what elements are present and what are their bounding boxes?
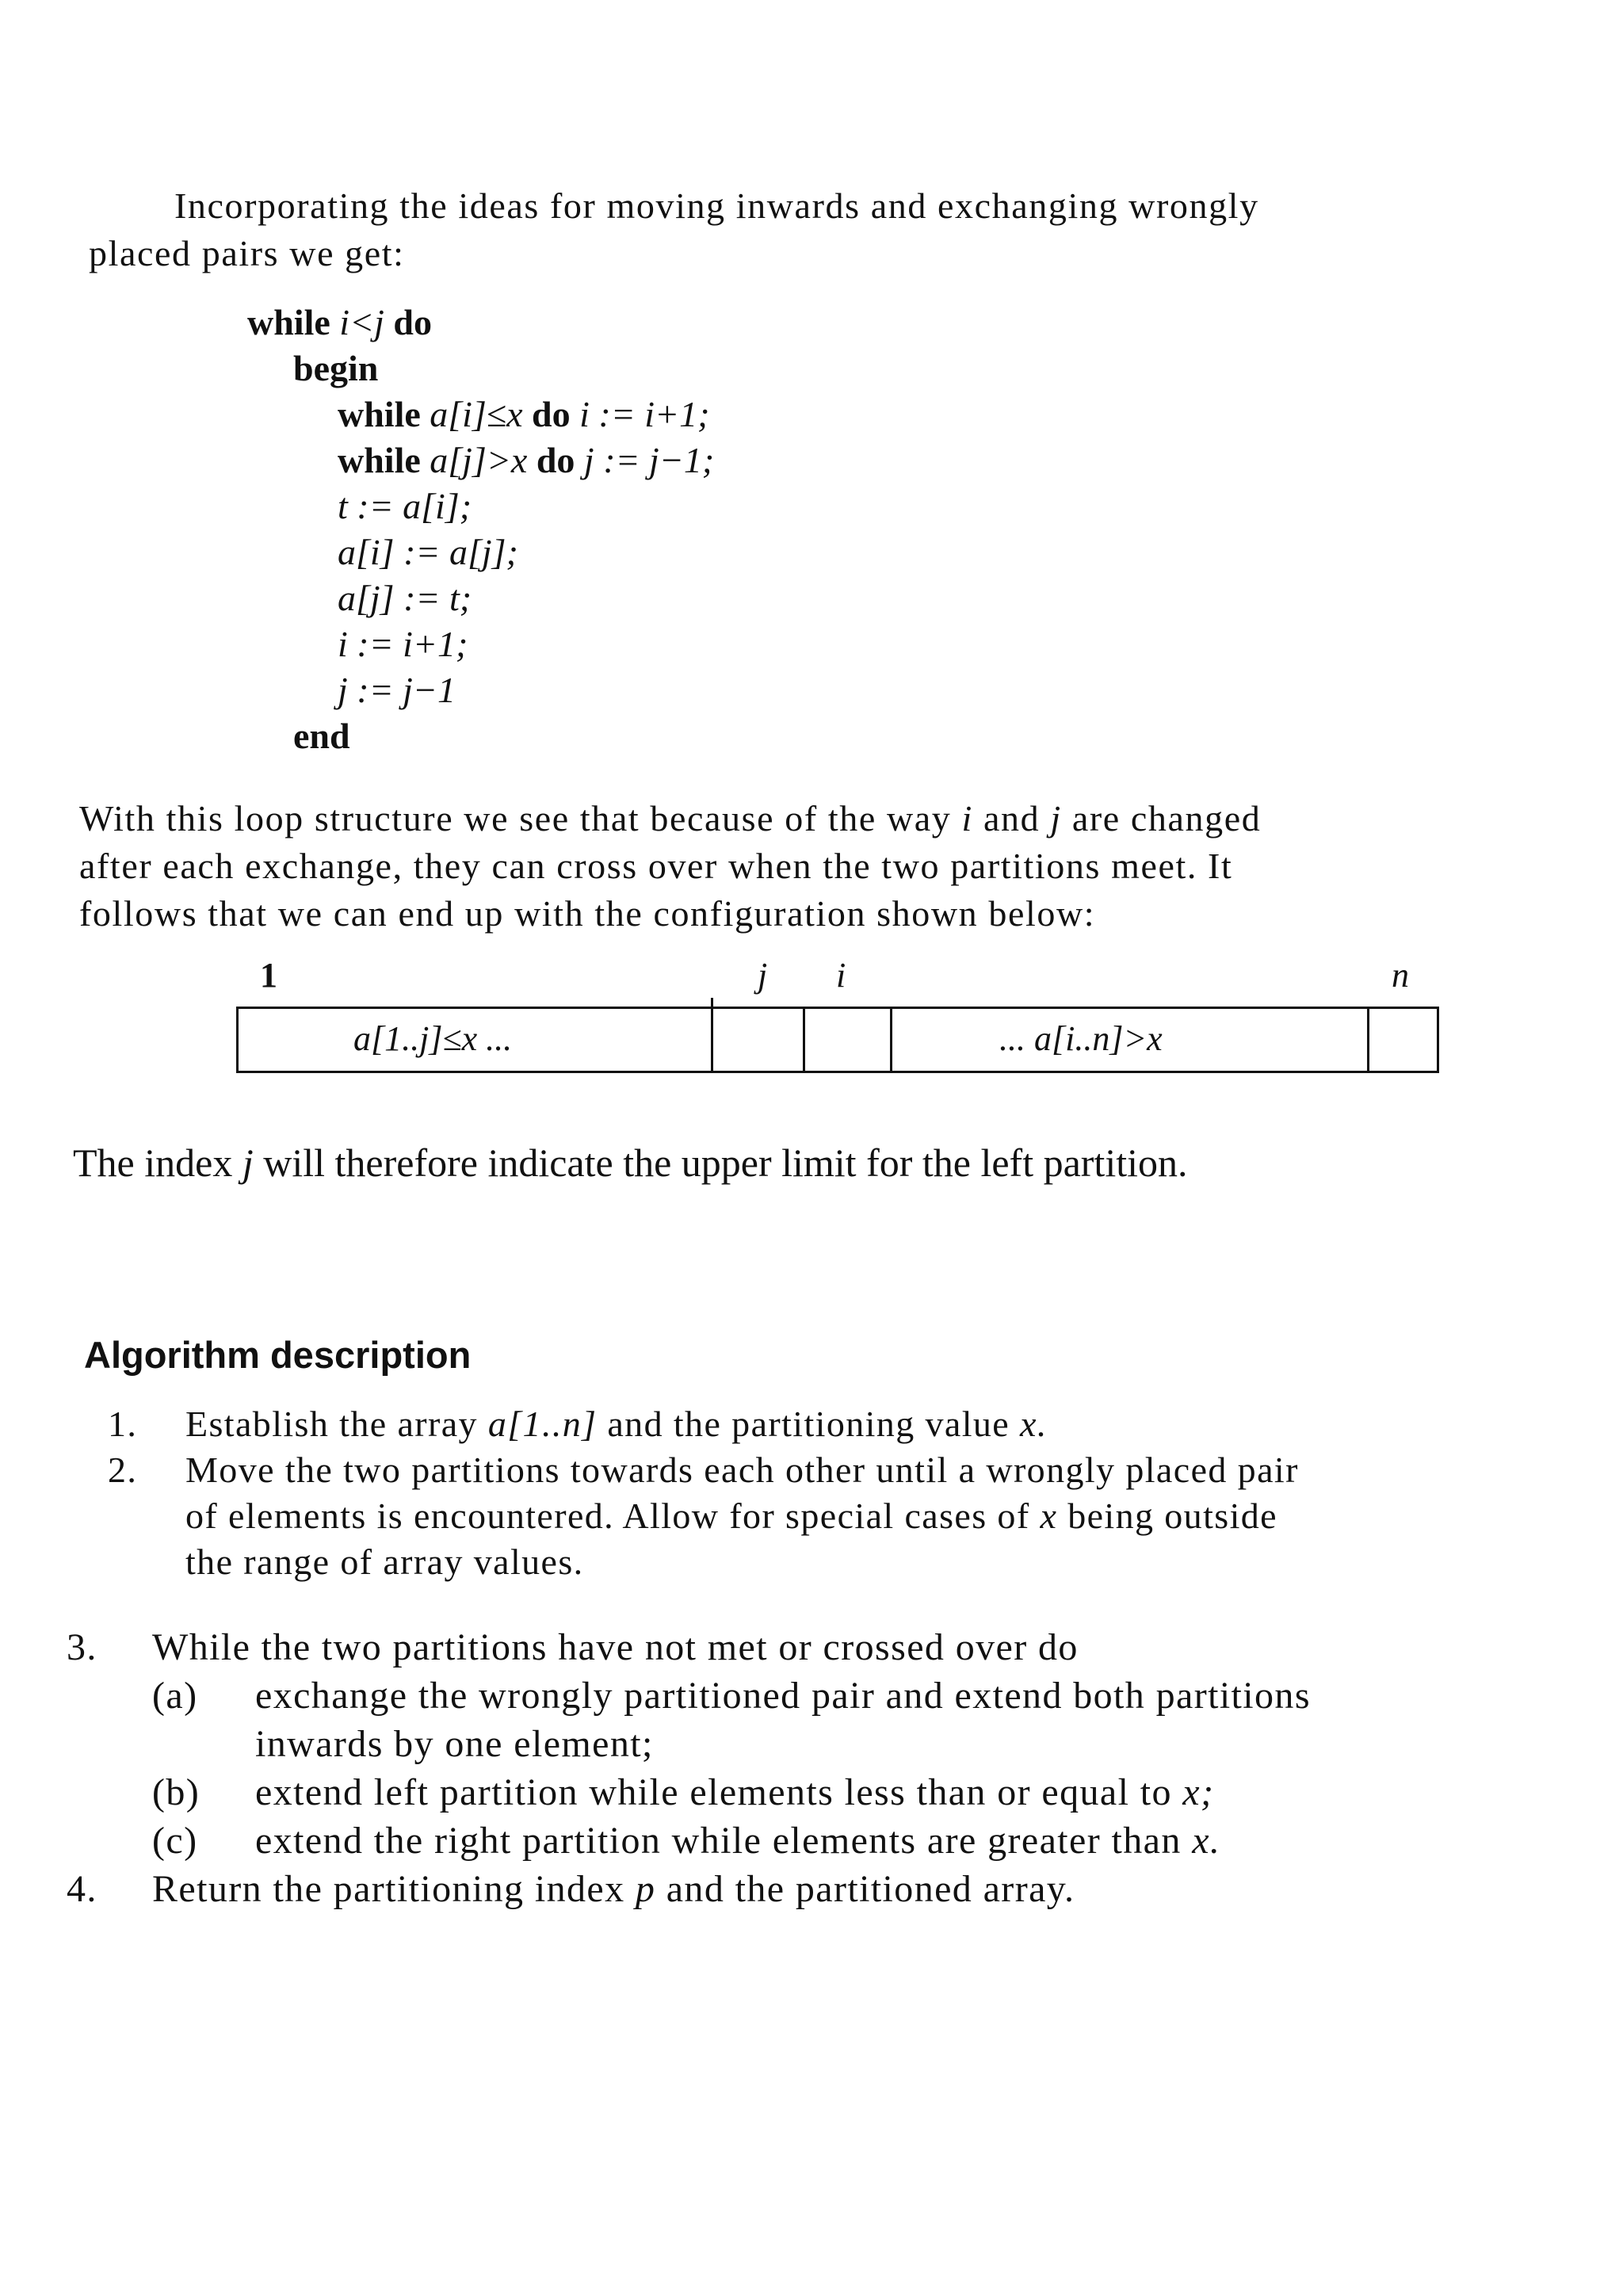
label-1: 1 — [260, 956, 277, 995]
cell-divider — [711, 1009, 713, 1071]
text: ... a[i..n]>x — [999, 1019, 1163, 1058]
text: extend the right partition while elements are greater than — [255, 1820, 1182, 1862]
condition: i<j — [339, 302, 384, 342]
code-line-10: end — [293, 716, 350, 756]
left-partition-label — [353, 1018, 512, 1059]
var-x: x. — [1192, 1820, 1221, 1862]
text: of elements is encountered. Allow for special cases of — [185, 1496, 1030, 1536]
text: The index — [73, 1140, 233, 1185]
condition: a[j]>x — [430, 440, 528, 480]
code-line-2: begin — [293, 348, 379, 388]
code-line-6: a[i] := a[j]; — [338, 532, 518, 572]
label-n: n — [1392, 956, 1409, 995]
text: While the two partitions have not met or crossed over do — [152, 1626, 1079, 1668]
keyword: do — [393, 302, 432, 342]
var-x: x; — [1182, 1771, 1215, 1813]
var-j: j — [242, 1140, 254, 1185]
steps-list-2 — [67, 1623, 1509, 1913]
cell-divider — [803, 1009, 805, 1071]
step-number: 3. — [67, 1626, 97, 1668]
code-line-7: a[j] := t; — [338, 578, 472, 618]
code-line-1 — [247, 300, 714, 346]
text: the range of array values. — [185, 1541, 584, 1582]
statement: i := i+1; — [579, 394, 710, 434]
text: will therefore indicate the upper limit for the left partition. — [263, 1140, 1188, 1185]
step-3 — [67, 1623, 1509, 1865]
var-p: p — [635, 1868, 656, 1910]
code-line-5: t := a[i]; — [338, 486, 472, 526]
step-3a — [152, 1671, 1509, 1768]
steps-list-1 — [108, 1401, 1526, 1585]
var-x: x — [1040, 1496, 1058, 1536]
intro-line-1: Incorporating the ideas for moving inwards and exchanging wrongly — [174, 185, 1259, 226]
step-1 — [108, 1401, 1526, 1447]
step-number: 1. — [108, 1404, 138, 1444]
text: Move the two partitions towards each other until a wrongly placed pair — [185, 1450, 1299, 1490]
code-line-9: j := j−1 — [338, 670, 456, 710]
explanation-line-2: after each exchange, they can cross over when the two partitions meet. It — [79, 846, 1233, 886]
array-partition-diagram — [236, 955, 1449, 1082]
text: inwards by one element; — [255, 1723, 654, 1765]
var-j: j — [1050, 798, 1062, 839]
keyword: while — [338, 394, 421, 434]
code-block — [247, 300, 714, 759]
step-4 — [67, 1865, 1509, 1913]
text: being outside — [1067, 1496, 1277, 1536]
keyword: while — [338, 440, 421, 480]
intro-paragraph — [89, 182, 1515, 277]
text: a[1..j]≤x ... — [353, 1019, 513, 1058]
intro-line-2: placed pairs we get: — [89, 233, 405, 273]
step-number: 4. — [67, 1868, 97, 1910]
text: Establish the array — [185, 1404, 478, 1444]
sub-label: (a) — [152, 1675, 198, 1717]
explanation-line-1 — [79, 795, 1537, 842]
explanation-paragraph — [79, 795, 1537, 938]
cell-divider — [890, 1009, 892, 1071]
text: and the partitioning value — [607, 1404, 1010, 1444]
sub-label: (b) — [152, 1771, 200, 1813]
text: and the partitioned array. — [666, 1868, 1075, 1910]
cell-divider — [1367, 1009, 1369, 1071]
text: and — [983, 798, 1041, 839]
var-x: x. — [1020, 1404, 1048, 1444]
text: Return the partitioning index — [152, 1868, 625, 1910]
text: are changed — [1071, 798, 1262, 839]
step-3b — [152, 1768, 1509, 1817]
array-ref: a[1..n] — [487, 1404, 598, 1444]
code-line-3 — [247, 392, 714, 437]
right-partition-label — [999, 1018, 1163, 1059]
j-pointer-tick — [711, 998, 713, 1010]
upper-limit-sentence — [73, 1139, 1188, 1186]
code-line-8: i := i+1; — [338, 624, 468, 664]
step-number: 2. — [108, 1450, 138, 1490]
label-i: i — [836, 956, 846, 995]
keyword: do — [536, 440, 575, 480]
keyword: do — [532, 394, 571, 434]
explanation-line-3: follows that we can end up with the configuration shown below: — [79, 893, 1096, 934]
label-j: j — [758, 956, 768, 995]
var-i: i — [961, 798, 973, 839]
statement: j := j−1; — [583, 440, 715, 480]
text: With this loop structure we see that because of the way — [79, 798, 952, 839]
code-line-4 — [247, 437, 714, 483]
condition: a[i]≤x — [430, 394, 523, 434]
array-box — [236, 1007, 1439, 1073]
step-2 — [108, 1447, 1526, 1585]
step-3c — [152, 1817, 1509, 1865]
sub-label: (c) — [152, 1820, 198, 1862]
keyword: while — [247, 302, 330, 342]
section-heading: Algorithm description — [84, 1334, 472, 1376]
text: exchange the wrongly partitioned pair and extend both partitions — [255, 1675, 1311, 1717]
text: extend left partition while elements less than or equal to — [255, 1771, 1172, 1813]
text-line — [185, 1493, 1526, 1539]
